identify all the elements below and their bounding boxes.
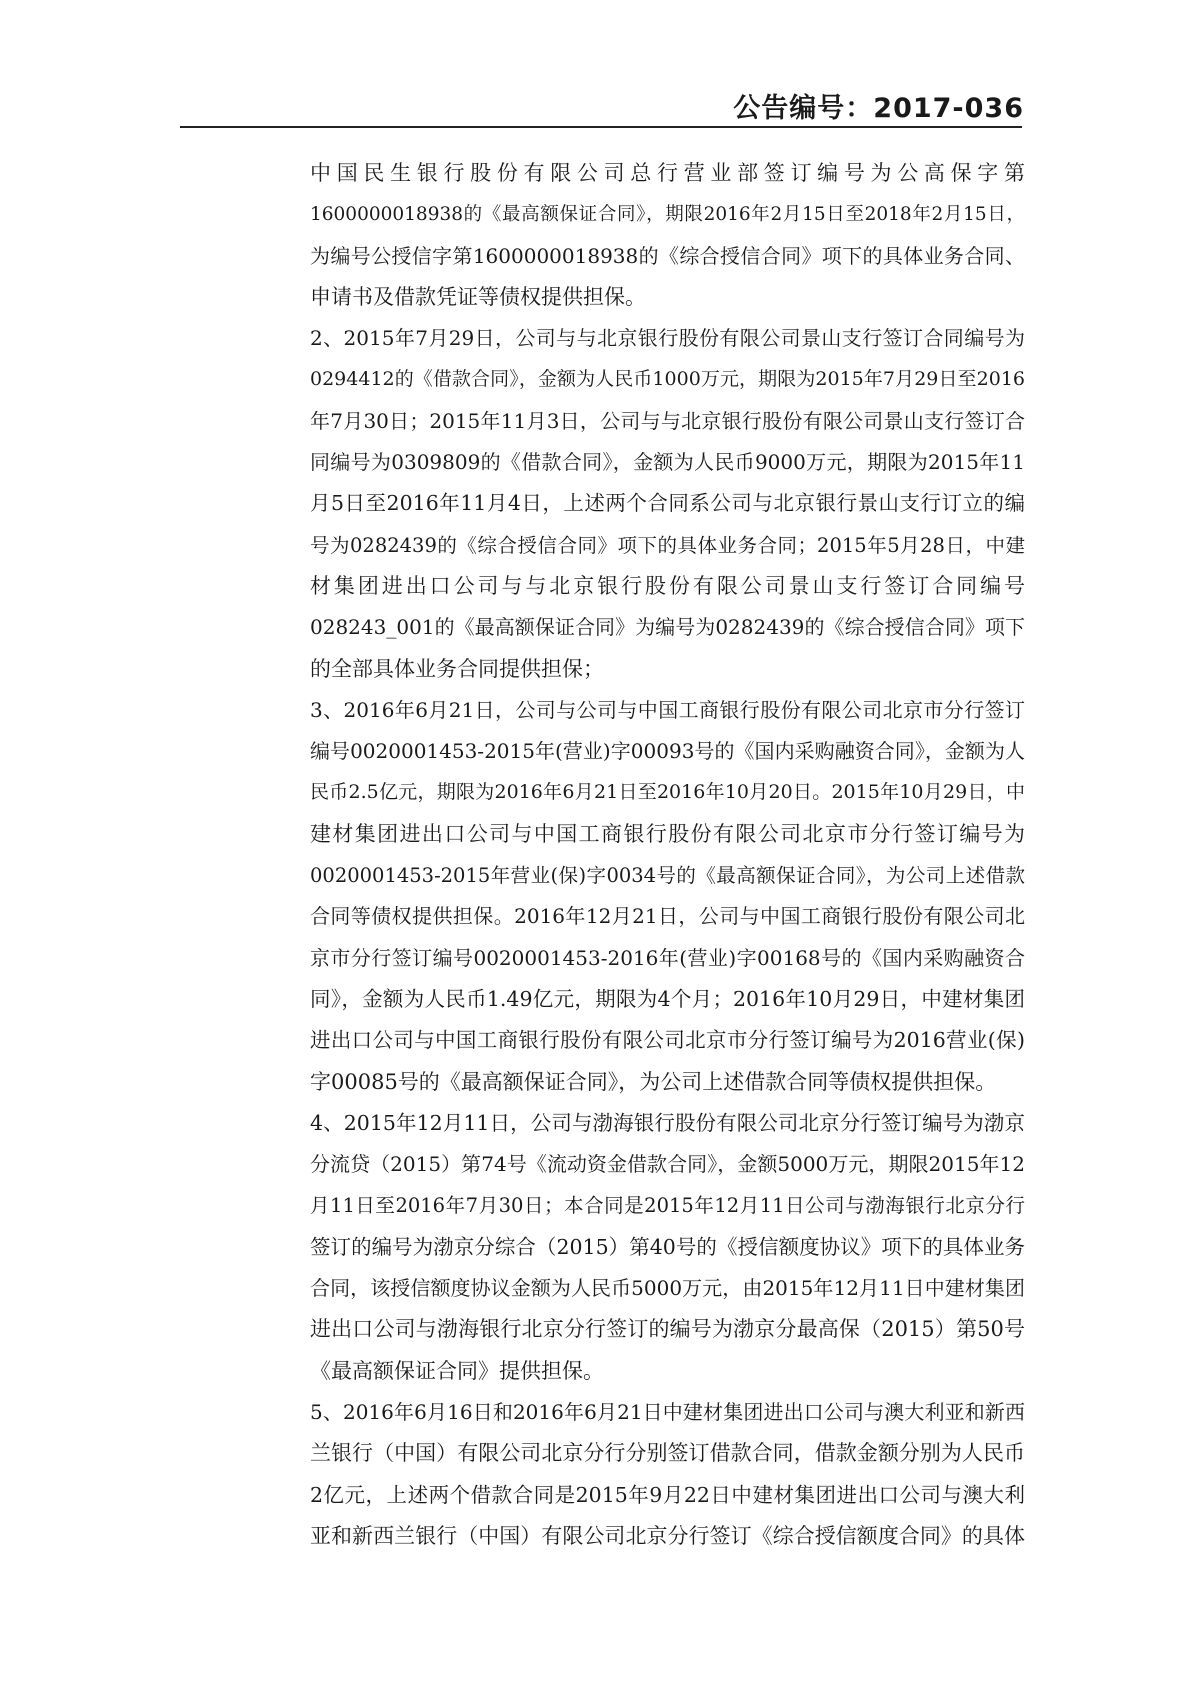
text-line: 月5日至2016年11月4日，上述两个合同系公司与北京银行景山支行订立的编 xyxy=(310,491,1025,516)
text-line: 的全部具体业务合同提供担保； xyxy=(310,656,604,681)
header-divider xyxy=(180,126,1022,128)
text-line: 建材集团进出口公司与中国工商银行股份有限公司北京市分行签订编号为 xyxy=(310,821,1025,846)
text-line: 民币2.5亿元，期限为2016年6月21日至2016年10月20日。2015年10月29日，中 xyxy=(310,781,1025,804)
text-line: 合同等债权提供担保。2016年12月21日，公司与中国工商银行股份有限公司北 xyxy=(310,904,1025,929)
text-line: 028243_001的《最高额保证合同》为编号为0282439的《综合授信合同》项下 xyxy=(310,615,1025,640)
text-line: 中国民生银行股份有限公司总行营业部签订编号为公高保字第 xyxy=(310,161,1025,185)
text-line: 进出口公司与中国工商银行股份有限公司北京市分行签订编号为2016营业(保) xyxy=(310,1028,1025,1053)
text-line: 申请书及借款凭证等债权提供担保。 xyxy=(310,284,646,309)
text-line: 同编号为0309809的《借款合同》，金额为人民币9000万元，期限为2015年11 xyxy=(310,450,1025,475)
text-line: 编号0020001453-2015年(营业)字00093号的《国内采购融资合同》，金额为人 xyxy=(310,739,1025,764)
text-line: 分流贷（2015）第74号《流动资金借款合同》，金额5000万元，期限2015年12 xyxy=(310,1152,1025,1177)
text-line: 字00085号的《最高额保证合同》，为公司上述借款合同等债权提供担保。 xyxy=(310,1069,997,1094)
text-line: 京市分行签订编号0020001453-2016年(营业)字00168号的《国内采购融资合 xyxy=(310,945,1025,970)
text-line: 3、2016年6月21日，公司与公司与中国工商银行股份有限公司北京市分行签订 xyxy=(310,697,1025,722)
announcement-number: 公告编号：2017-036 xyxy=(733,93,1024,124)
text-line: 亚和新西兰银行（中国）有限公司北京分行签订《综合授信额度合同》的具体 xyxy=(310,1523,1025,1548)
text-line: 0294412的《借款合同》，金额为人民币1000万元，期限为2015年7月29日至2016 xyxy=(310,368,1025,391)
text-line: 0020001453-2015年营业(保)字0034号的《最高额保证合同》，为公司上述借款 xyxy=(310,864,1025,888)
text-line: 进出口公司与渤海银行北京分行签订的编号为渤京分最高保（2015）第50号 xyxy=(310,1317,1025,1342)
text-line: 月11日至2016年7月30日；本合同是2015年12月11日公司与渤海银行北京分行 xyxy=(310,1194,1025,1218)
text-line: 《最高额保证合同》提供担保。 xyxy=(310,1358,604,1383)
text-line: 5、2016年6月16日和2016年6月21日中建材集团进出口公司与澳大利亚和新西 xyxy=(310,1399,1025,1424)
text-line: 签订的编号为渤京分综合（2015）第40号的《授信额度协议》项下的具体业务 xyxy=(310,1234,1025,1259)
text-line: 4、2015年12月11日，公司与渤海银行股份有限公司北京分行签订编号为渤京 xyxy=(310,1110,1025,1135)
text-line: 1600000018938的《最高额保证合同》，期限2016年2月15日至2018年2月15日， xyxy=(310,204,1025,226)
text-line: 为编号公授信字第1600000018938的《综合授信合同》项下的具体业务合同、 xyxy=(310,243,1025,268)
text-line: 年7月30日；2015年11月3日，公司与与北京银行股份有限公司景山支行签订合 xyxy=(310,408,1025,433)
text-line: 同》，金额为人民币1.49亿元，期限为4个月；2016年10月29日，中建材集团 xyxy=(310,986,1025,1011)
text-line: 2、2015年7月29日，公司与与北京银行股份有限公司景山支行签订合同编号为 xyxy=(310,326,1025,351)
document-body xyxy=(310,153,1025,1557)
text-line: 号为0282439的《综合授信合同》项下的具体业务合同；2015年5月28日，中建 xyxy=(310,533,1025,557)
text-line: 2亿元，上述两个借款合同是2015年9月22日中建材集团进出口公司与澳大利 xyxy=(310,1482,1025,1507)
text-line: 合同，该授信额度协议金额为人民币5000万元，由2015年12月11日中建材集团 xyxy=(310,1276,1025,1301)
text-line: 兰银行（中国）有限公司北京分行分别签订借款合同，借款金额分别为人民币 xyxy=(310,1441,1025,1466)
text-line: 材集团进出口公司与与北京银行股份有限公司景山支行签订合同编号 xyxy=(310,573,1025,598)
